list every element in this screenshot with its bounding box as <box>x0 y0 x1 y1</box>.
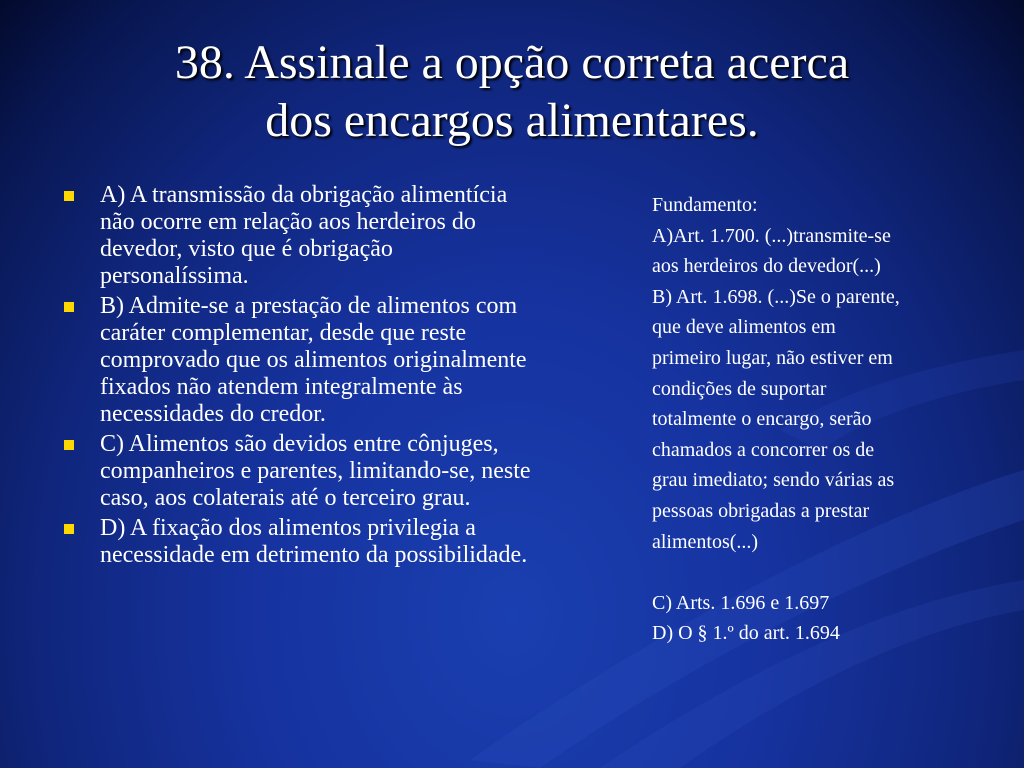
options-list <box>60 182 608 572</box>
option-line: A) A transmissão da obrigação alimentícia <box>100 182 508 208</box>
option-c <box>60 431 608 512</box>
fundamento-line: D) O § 1.º do art. 1.694 <box>652 622 840 645</box>
option-line: necessidades do credor. <box>100 401 326 427</box>
fundamento-line: que deve alimentos em <box>652 316 836 339</box>
fundamento-line: Fundamento: <box>652 194 758 216</box>
option-line: comprovado que os alimentos originalmente <box>100 347 527 373</box>
fundamento-line: chamados a concorrer os de <box>652 438 875 461</box>
fundamento-text <box>652 190 982 649</box>
fundamento-line: primeiro lugar, não estiver em <box>652 346 893 369</box>
title-line: dos encargos alimentares. <box>265 94 759 147</box>
option-line: C) Alimentos são devidos entre cônjuges, <box>100 431 499 457</box>
fundamento-line: grau imediato; sendo várias as <box>652 469 895 492</box>
option-line: B) Admite-se a prestação de alimentos com <box>100 293 518 319</box>
option-d <box>60 515 608 569</box>
option-line: caso, aos colaterais até o terceiro grau. <box>100 485 471 511</box>
option-line: caráter complementar, desde que reste <box>100 320 467 346</box>
bullet-square-icon <box>64 302 74 312</box>
fundamento-line: C) Arts. 1.696 e 1.697 <box>652 591 830 614</box>
option-line: devedor, visto que é obrigação <box>100 236 393 262</box>
option-a <box>60 182 608 290</box>
option-line: companheiros e parentes, limitando-se, neste <box>100 458 531 484</box>
title-line: 38. Assinale a opção correta acerca <box>174 36 850 89</box>
option-line: D) A fixação dos alimentos privilegia a <box>100 515 476 541</box>
bullet-square-icon <box>64 191 74 201</box>
fundamento-line: pessoas obrigadas a prestar <box>652 499 870 522</box>
fundamento-line: B) Art. 1.698. (...)Se o parente, <box>652 285 900 308</box>
bullet-square-icon <box>64 524 74 534</box>
fundamento-line: alimentos(...) <box>652 530 759 553</box>
fundamento-line: A)Art. 1.700. (...)transmite-se <box>652 224 891 247</box>
fundamento-line: condições de suportar <box>652 377 827 400</box>
option-line: necessidade em detrimento da possibilidade. <box>100 542 528 568</box>
blank-line <box>652 557 982 588</box>
fundamento-line: aos herdeiros do devedor(...) <box>652 255 881 278</box>
option-line: personalíssima. <box>100 263 249 289</box>
option-b <box>60 293 608 428</box>
fundamento-line: totalmente o encargo, serão <box>652 408 872 431</box>
slide-title <box>40 34 984 150</box>
option-line: não ocorre em relação aos herdeiros do <box>100 209 476 235</box>
option-line: fixados não atendem integralmente às <box>100 374 463 400</box>
bullet-square-icon <box>64 440 74 450</box>
